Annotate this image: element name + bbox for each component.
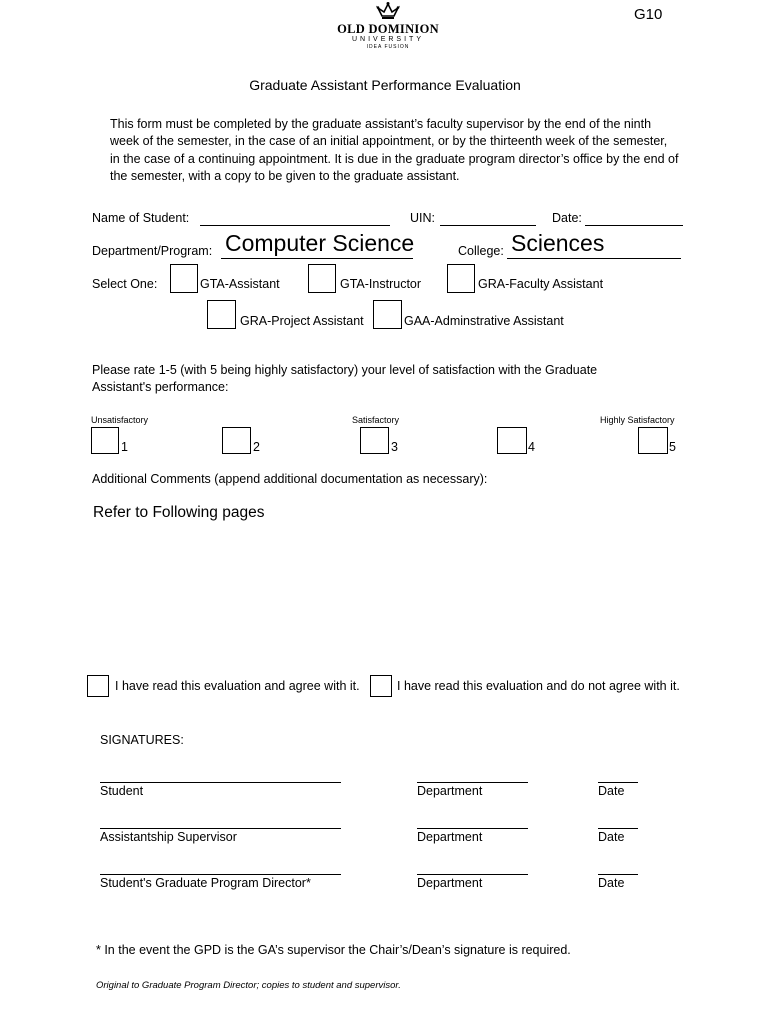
rating-3-checkbox[interactable] <box>360 427 389 454</box>
rating-prompt-line1: Please rate 1-5 (with 5 being highly satisfactory) your level of satisfaction with the Graduate <box>92 363 598 377</box>
uin-field[interactable] <box>440 225 536 226</box>
gra-faculty-label: GRA-Faculty Assistant <box>478 277 604 291</box>
signatures-heading: SIGNATURES: <box>100 733 184 747</box>
signature-role-director: Student's Graduate Program Director* <box>100 876 311 890</box>
comments-label: Additional Comments (append additional documentation as necessary): <box>92 472 488 486</box>
rating-1-label: 1 <box>121 440 128 454</box>
logo-name: OLD DOMINION <box>337 22 439 36</box>
rating-5-label: 5 <box>669 440 676 454</box>
select-one-label: Select One: <box>92 277 158 291</box>
supervisor-date-line[interactable] <box>598 828 638 829</box>
scale-mid-label: Satisfactory <box>352 415 400 425</box>
rating-4-checkbox[interactable] <box>497 427 527 454</box>
gta-assistant-checkbox[interactable] <box>170 264 198 293</box>
agree-checkbox[interactable] <box>87 675 109 697</box>
agree-label: I have read this evaluation and agree with it. <box>115 679 360 693</box>
college-field-line <box>507 258 681 259</box>
crown-icon <box>375 1 401 21</box>
signature-role-supervisor: Assistantship Supervisor <box>100 830 237 844</box>
signature-role-student: Student <box>100 784 144 798</box>
scale-low-label: Unsatisfactory <box>91 415 149 425</box>
date-label: Date: <box>552 211 582 225</box>
gra-project-label: GRA-Project Assistant <box>240 314 364 328</box>
logo-sub: UNIVERSITY <box>351 36 424 43</box>
college-value[interactable]: Sciences <box>511 230 605 256</box>
disagree-label: I have read this evaluation and do not agree with it. <box>397 679 680 693</box>
gra-project-checkbox[interactable] <box>207 300 236 329</box>
rating-2-checkbox[interactable] <box>222 427 251 454</box>
signature-dept-student: Department <box>417 784 483 798</box>
director-date-line[interactable] <box>598 874 638 875</box>
rating-3-label: 3 <box>391 440 398 454</box>
gpd-footnote: * In the event the GPD is the GA’s supervisor the Chair’s/Dean’s signature is required. <box>96 943 571 957</box>
supervisor-signature-line[interactable] <box>100 828 341 829</box>
signature-dept-director: Department <box>417 876 483 890</box>
student-date-line[interactable] <box>598 782 638 783</box>
student-signature-line[interactable] <box>100 782 341 783</box>
director-department-line[interactable] <box>417 874 528 875</box>
uin-label: UIN: <box>410 211 435 225</box>
gta-instructor-label: GTA-Instructor <box>340 277 422 291</box>
rating-prompt-line2: Assistant's performance: <box>92 380 229 394</box>
gaa-admin-checkbox[interactable] <box>373 300 402 329</box>
scale-high-label: Highly Satisfactory <box>600 415 675 425</box>
supervisor-department-line[interactable] <box>417 828 528 829</box>
gta-assistant-label: GTA-Assistant <box>200 277 280 291</box>
department-label: Department/Program: <box>92 244 213 258</box>
intro-paragraph: This form must be completed by the graduate assistant’s faculty supervisor by the end of the ninth week of the semester, in the case of an initial appointment, or by the thirteenth week of the semester, in the case of a continuing appointment. It is due in the graduate program director’s office by the end of the semester, with a copy to be given to the graduate assistant. <box>110 117 679 183</box>
signature-date-director: Date <box>598 876 625 890</box>
form-code: G10 <box>634 6 663 23</box>
gta-instructor-checkbox[interactable] <box>308 264 336 293</box>
name-field[interactable] <box>200 225 390 226</box>
rating-4-label: 4 <box>528 440 535 454</box>
student-department-line[interactable] <box>417 782 528 783</box>
page-title: Graduate Assistant Performance Evaluation <box>249 77 521 93</box>
department-field-line <box>221 258 413 259</box>
signature-date-student: Date <box>598 784 625 798</box>
department-value[interactable]: Computer Science <box>225 230 415 256</box>
comments-value[interactable]: Refer to Following pages <box>93 504 265 521</box>
disagree-checkbox[interactable] <box>370 675 392 697</box>
director-signature-line[interactable] <box>100 874 341 875</box>
signature-date-supervisor: Date <box>598 830 625 844</box>
rating-2-label: 2 <box>253 440 260 454</box>
university-logo <box>330 0 446 50</box>
logo-tagline: IDEA FUSION <box>366 44 410 50</box>
name-label: Name of Student: <box>92 211 190 225</box>
date-field[interactable] <box>585 225 683 226</box>
gaa-admin-label: GAA-Adminstrative Assistant <box>404 314 564 328</box>
rating-1-checkbox[interactable] <box>91 427 119 454</box>
signature-dept-supervisor: Department <box>417 830 483 844</box>
distribution-note: Original to Graduate Program Director; copies to student and supervisor. <box>96 980 401 991</box>
college-label: College: <box>458 244 504 258</box>
gra-faculty-checkbox[interactable] <box>447 264 475 293</box>
rating-5-checkbox[interactable] <box>638 427 668 454</box>
